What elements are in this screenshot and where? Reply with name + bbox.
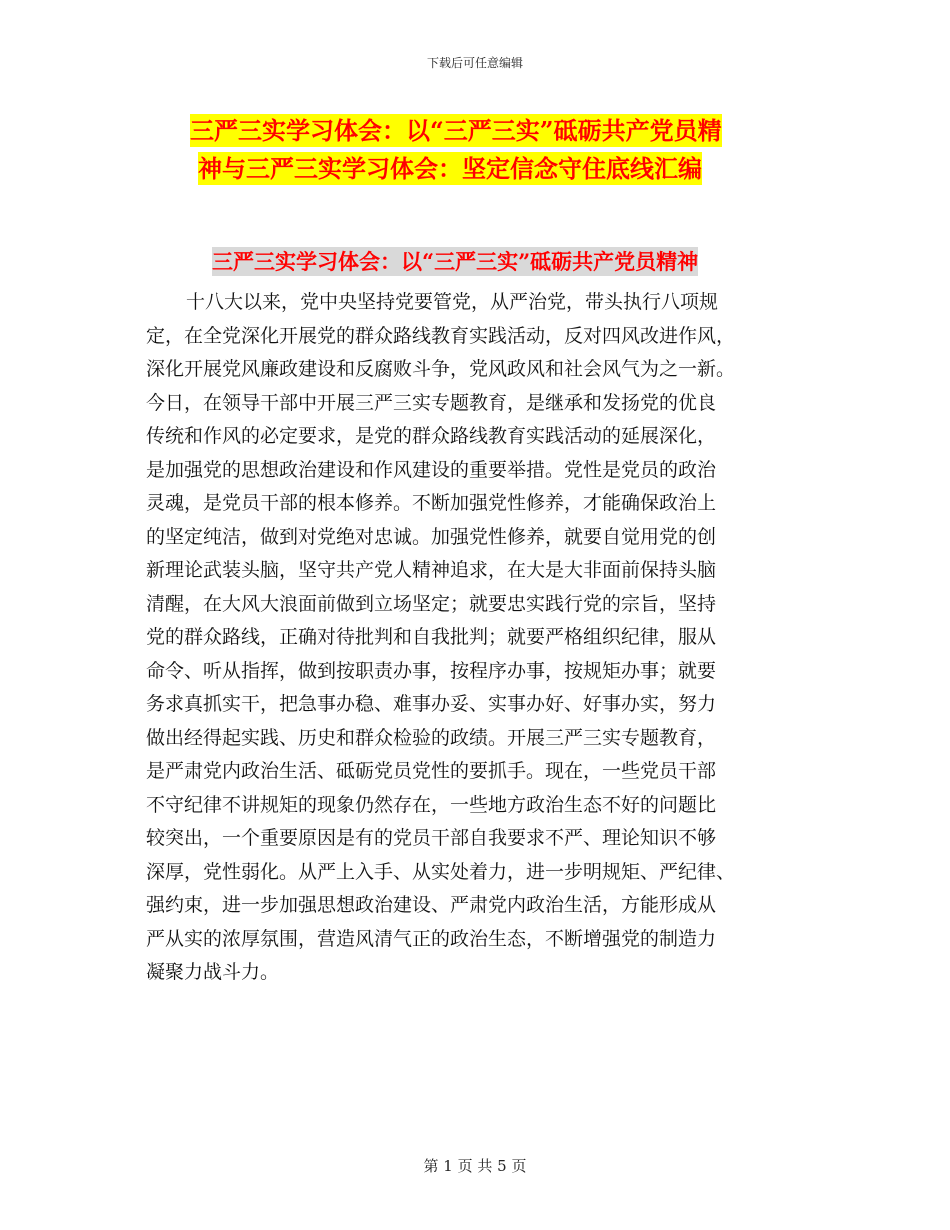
body-line: 严从实的浓厚氛围，营造风清气正的政治生态，不断增强党的制造力 bbox=[146, 927, 717, 950]
body-line: 十八大以来，党中央坚持党要管党，从严治党，带头执行八项规 bbox=[186, 291, 719, 313]
body-paragraph bbox=[146, 286, 811, 990]
body-line: 深厚，党性弱化。从严上入手、从实处着力，进一步明规矩、严纪律、 bbox=[146, 860, 736, 883]
body-line: 党的群众路线，正确对待批判和自我批判；就要严格组织纪律，服从 bbox=[146, 626, 717, 648]
body-line: 较突出，一个重要原因是有的党员干部自我要求不严、理论知识不够 bbox=[146, 827, 717, 849]
body-line: 是加强党的思想政治建设和作风建设的重要举措。党性是党员的政治 bbox=[146, 458, 717, 481]
body-line: 深化开展党风廉政建设和反腐败斗争，党风政风和社会风气为之一新。 bbox=[146, 358, 736, 380]
body-line: 传统和作风的必定要求，是党的群众路线教育实践活动的延展深化， bbox=[146, 425, 717, 447]
title-line-1 bbox=[190, 112, 820, 150]
body-line: 的坚定纯洁，做到对党绝对忠诚。加强党性修养，就要自觉用党的创 bbox=[146, 525, 717, 548]
title-line-2-text: 神与三严三实学习体会：坚定信念守住底线汇编 bbox=[198, 154, 702, 183]
title-line-2 bbox=[190, 150, 820, 188]
body-line: 凝聚力战斗力。 bbox=[146, 961, 280, 983]
body-line: 定，在全党深化开展党的群众路线教育实践活动，反对四风改进作风， bbox=[146, 324, 736, 347]
section-title-text: 三严三实学习体会：以“三严三实”砥砺共产党员精神 bbox=[212, 249, 699, 274]
body-line: 命令、听从指挥，做到按职责办事，按程序办事，按规矩办事；就要 bbox=[146, 659, 717, 682]
body-line: 新理论武装头脑，坚守共产党人精神追求，在大是大非面前保持头脑 bbox=[146, 559, 717, 581]
body-line: 强约束，进一步加强思想政治建设、严肃党内政治生活，方能形成从 bbox=[146, 894, 717, 916]
body-line: 今日，在领导干部中开展三严三实专题教育，是继承和发扬党的优良 bbox=[146, 391, 717, 414]
body-line: 不守纪律不讲规矩的现象仍然存在，一些地方政治生态不好的问题比 bbox=[146, 793, 717, 816]
document-title bbox=[190, 112, 820, 188]
section-title bbox=[212, 244, 792, 280]
body-line: 务求真抓实干，把急事办稳、难事办妥、实事办好、好事办实，努力 bbox=[146, 693, 717, 715]
header-note: 下载后可任意编辑 bbox=[426, 56, 523, 70]
body-line: 做出经得起实践、历史和群众检验的政绩。开展三严三实专题教育， bbox=[146, 726, 717, 749]
page-footer: 第 1 页 共 5 页 bbox=[423, 1157, 527, 1175]
body-line: 清醒，在大风大浪面前做到立场坚定；就要忠实践行党的宗旨，坚持 bbox=[146, 592, 717, 615]
title-line-1-text: 三严三实学习体会：以“三严三实”砥砺共产党员精 bbox=[190, 116, 722, 145]
body-line: 是严肃党内政治生活、砥砺党员党性的要抓手。现在，一些党员干部 bbox=[146, 760, 717, 782]
body-line: 灵魂，是党员干部的根本修养。不断加强党性修养，才能确保政治上 bbox=[146, 492, 717, 514]
